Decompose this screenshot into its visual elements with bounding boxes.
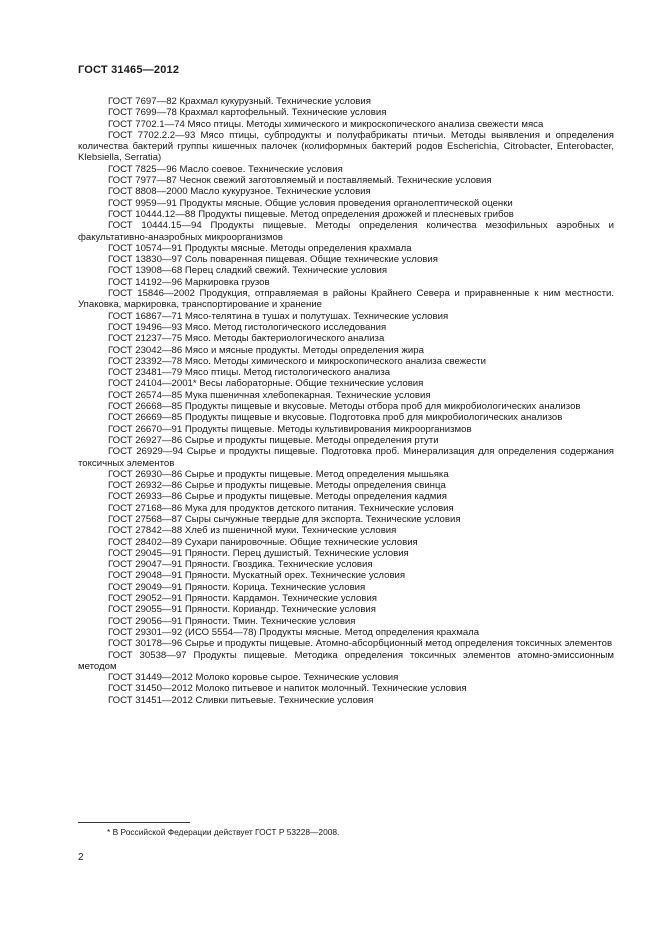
references-list [78, 96, 614, 706]
page-header: ГОСТ 31465—2012 [78, 64, 180, 76]
reference-item: ГОСТ 29055—91 Пряности. Кориандр. Технические условия [108, 604, 376, 616]
reference-item: ГОСТ 27842—88 Хлеб из пшеничной муки. Технические условия [108, 525, 397, 537]
reference-item: ГОСТ 13908—68 Перец сладкий свежий. Технические условия [108, 265, 388, 277]
reference-item: ГОСТ 9959—91 Продукты мясные. Общие условия проведения органолептической оценки [108, 197, 513, 209]
footnote: * В Российской Федерации действует ГОСТ Р 53228—2008. [107, 827, 340, 837]
reference-item: ГОСТ 26930—86 Сырье и продукты пищевые. Метод определения мышьяка [108, 468, 449, 480]
reference-item: ГОСТ 29045—91 Пряности. Перец душистый. Технические условия [108, 547, 409, 559]
reference-item: ГОСТ 7702.1—74 Мясо птицы. Методы химического и микроскопического анализа свежести мяса [108, 118, 544, 130]
reference-item: ГОСТ 30538—97 Продукты пищевые. Методика определения токсичных элементов атомно-эмиссионным методом [78, 649, 614, 672]
reference-item: ГОСТ 26927—86 Сырье и продукты пищевые. Методы определения ртути [108, 434, 439, 446]
reference-item: ГОСТ 29047—91 Пряности. Гвоздика. Технические условия [108, 559, 373, 571]
reference-item: ГОСТ 26668—85 Продукты пищевые и вкусовые. Методы отбора проб для микробиологических анализов [108, 401, 581, 413]
reference-item: ГОСТ 27568—87 Сыры сычужные твердые для экспорта. Технические условия [108, 513, 461, 525]
reference-item: ГОСТ 7977—87 Чеснок свежий заготовляемый и поставляемый. Технические условия [108, 175, 492, 187]
reference-item: ГОСТ 23481—79 Мясо птицы. Метод гистологического анализа [108, 367, 391, 379]
reference-item: ГОСТ 28402—89 Сухари панировочные. Общие технические условия [108, 536, 418, 548]
reference-item: ГОСТ 29049—91 Пряности. Корица. Технические условия [108, 581, 366, 593]
reference-item: ГОСТ 26669—85 Продукты пищевые и вкусовые. Подготовка проб для микробиологических анализов [108, 412, 563, 424]
reference-item: ГОСТ 26670—91 Продукты пищевые. Методы культивирования микроорганизмов [108, 423, 472, 435]
reference-item: ГОСТ 16867—71 Мясо-телятина в тушах и полутушах. Технические условия [108, 310, 449, 322]
reference-item: ГОСТ 26574—85 Мука пшеничная хлебопекарная. Технические условия [108, 389, 431, 401]
reference-item: ГОСТ 8808—2000 Масло кукурузное. Технические условия [108, 186, 371, 198]
reference-item: ГОСТ 10574—91 Продукты мясные. Методы определения крахмала [108, 242, 412, 254]
reference-item: ГОСТ 23042—86 Мясо и мясные продукты. Методы определения жира [108, 344, 424, 356]
page-number: 2 [78, 852, 84, 863]
reference-item: ГОСТ 23392—78 Мясо. Методы химического и микроскопического анализа свежести [108, 355, 487, 367]
reference-item: ГОСТ 10444.15—94 Продукты пищевые. Методы определения количества мезофильных аэробных и факультативно-анаэробных микроорганизмов [78, 220, 614, 243]
reference-item: ГОСТ 7825—96 Масло соевое. Технические условия [108, 163, 343, 175]
reference-item: ГОСТ 24104—2001* Весы лабораторные. Общие технические условия [108, 378, 424, 390]
reference-item: ГОСТ 29052—91 Пряности. Кардамон. Технические условия [108, 593, 377, 605]
reference-item: ГОСТ 26933—86 Сырье и продукты пищевые. Методы определения кадмия [108, 491, 447, 503]
footnote-divider [78, 822, 190, 823]
reference-item: ГОСТ 26932—86 Сырье и продукты пищевые. Методы определения свинца [108, 480, 446, 492]
reference-item: ГОСТ 19496—93 Мясо. Метод гистологического исследования [108, 321, 387, 333]
reference-item: ГОСТ 26929—94 Сырье и продукты пищевые. Подготовка проб. Минерализация для определения содержания токсичных элементов [78, 446, 614, 469]
reference-item: ГОСТ 7702.2.2—93 Мясо птицы, субпродукты и полуфабрикаты птичьи. Методы выявления и определения количества бактерий группы кишечных палочек (колиформных бактерий родов Escherichia, Citrobacter, Enterobacter, Klebsiella, Serratia) [78, 129, 614, 164]
reference-item: ГОСТ 29301—92 (ИСО 5554—78) Продукты мясные. Метод определения крахмала [108, 626, 480, 638]
reference-item: ГОСТ 31451—2012 Сливки питьевые. Технические условия [108, 694, 374, 706]
reference-item: ГОСТ 10444.12—88 Продукты пищевые. Метод определения дрожжей и плесневых грибов [108, 208, 514, 220]
reference-item: ГОСТ 31449—2012 Молоко коровье сырое. Технические условия [108, 672, 399, 684]
reference-item: ГОСТ 29048—91 Пряности. Мускатный орех. Технические условия [108, 570, 406, 582]
reference-item: ГОСТ 31450—2012 Молоко питьевое и напиток молочный. Технические условия [108, 683, 467, 695]
reference-item: ГОСТ 13830—97 Соль поваренная пищевая. Общие технические условия [108, 254, 438, 266]
reference-item: ГОСТ 7697—82 Крахмал кукурузный. Технические условия [108, 96, 371, 107]
reference-item: ГОСТ 15846—2002 Продукция, отправляемая в районы Крайнего Севера и приравненные к ним местности. Упаковка, маркировка, транспортирование и хранение [78, 288, 614, 311]
reference-item: ГОСТ 30178—96 Сырье и продукты пищевые. Атомно-абсорбционный метод определения токсичных элементов [108, 638, 613, 650]
reference-item: ГОСТ 14192—96 Маркировка грузов [108, 276, 270, 288]
reference-item: ГОСТ 27168—86 Мука для продуктов детского питания. Технические условия [108, 502, 454, 514]
reference-item: ГОСТ 29056—91 Пряности. Тмин. Технические условия [108, 615, 356, 627]
reference-item: ГОСТ 21237—75 Мясо. Методы бактериологического анализа [108, 333, 385, 345]
reference-item: ГОСТ 7699—78 Крахмал картофельный. Технические условия [108, 107, 387, 119]
